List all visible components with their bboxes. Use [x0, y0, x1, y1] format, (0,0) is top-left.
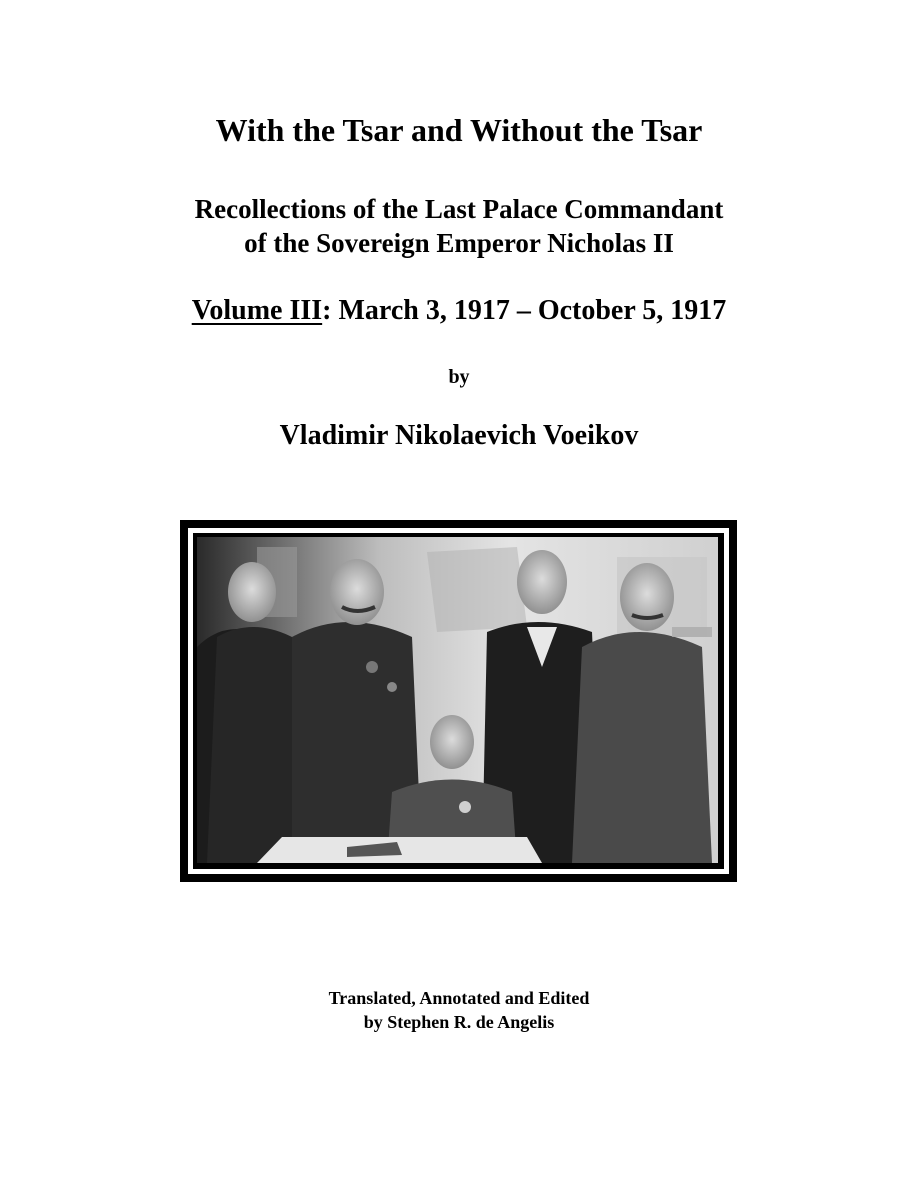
book-title: With the Tsar and Without the Tsar [215, 112, 703, 148]
credit-line-2: by Stephen R. de Angelis [363, 1012, 555, 1032]
author-name: Vladimir Nikolaevich Voeikov [279, 420, 639, 451]
volume-label: Volume III [191, 295, 323, 326]
volume-date-range: : March 3, 1917 – October 5, 1917 [322, 295, 727, 326]
subtitle-line-1: Recollections of the Last Palace Commandant [194, 194, 724, 224]
volume-heading [0, 295, 918, 327]
by-line: by [448, 366, 470, 388]
credit-line-1: Translated, Annotated and Edited [328, 988, 590, 1008]
photo-frame [180, 520, 737, 882]
group-photograph [197, 537, 718, 863]
subtitle-line-2: of the Sovereign Emperor Nicholas II [244, 228, 674, 258]
